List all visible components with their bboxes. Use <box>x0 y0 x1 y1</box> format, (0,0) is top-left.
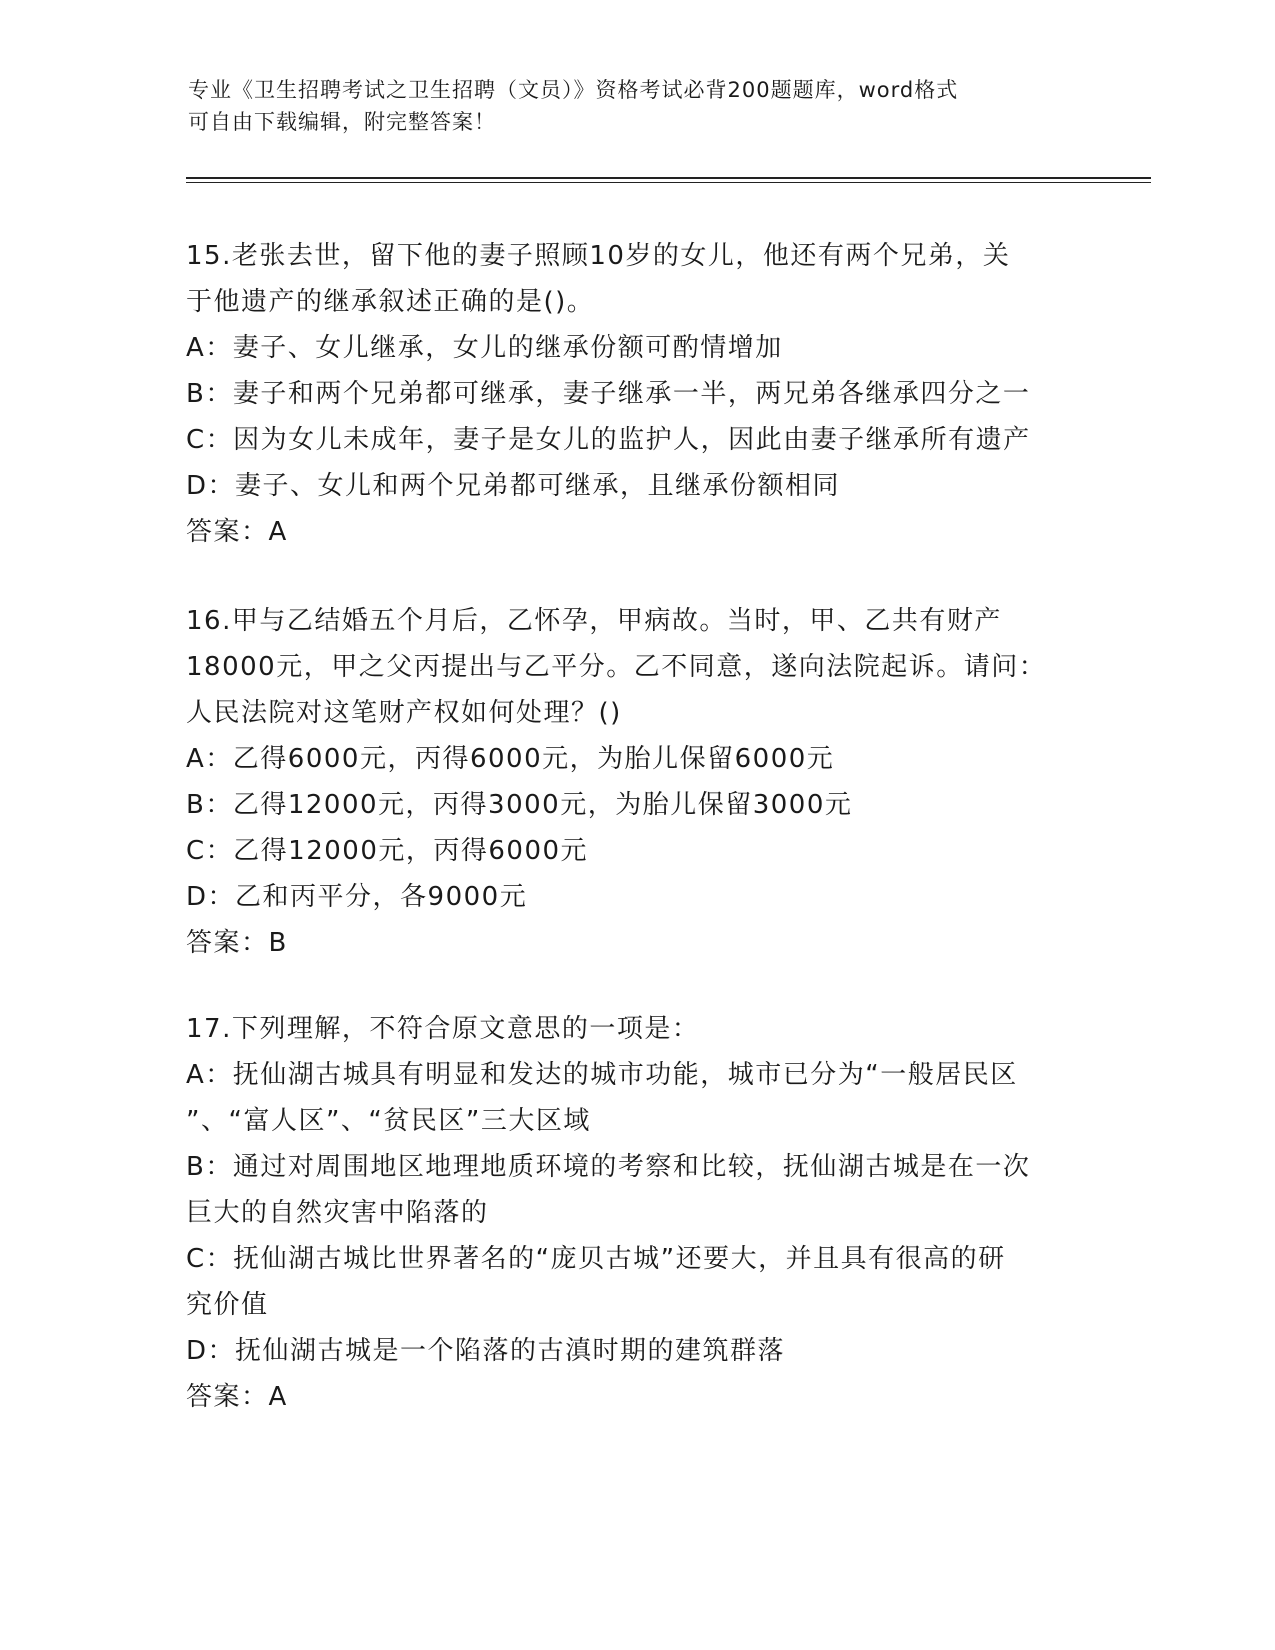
option-a: A：抚仙湖古城具有明显和发达的城市功能，城市已分为“一般居民区 <box>186 1060 1018 1090</box>
option-b: B：妻子和两个兄弟都可继承，妻子继承一半，两兄弟各继承四分之一 <box>186 379 1031 409</box>
header-line-1: 专业《卫生招聘考试之卫生招聘（文员）》资格考试必背200题题库，word格式 <box>188 78 959 102</box>
question-stem-line: 人民法院对这笔财产权如何处理？() <box>186 698 622 728</box>
answer-label: 答案：A <box>186 1382 288 1412</box>
question-stem-line: 17.下列理解，不符合原文意思的一项是： <box>186 1014 700 1044</box>
option-a: A：乙得6000元，丙得6000元，为胎儿保留6000元 <box>186 744 835 774</box>
option-b: B：乙得12000元，丙得3000元，为胎儿保留3000元 <box>186 790 853 820</box>
question-17 <box>186 1006 1086 1420</box>
question-stem-line: 15.老张去世，留下他的妻子照顾10岁的女儿，他还有两个兄弟，关 <box>186 241 1011 271</box>
option-a-continued: ”、“富人区”、“贫民区”三大区域 <box>186 1106 591 1136</box>
option-d: D：乙和丙平分，各9000元 <box>186 882 528 912</box>
question-stem-line: 18000元，甲之父丙提出与乙平分。乙不同意，遂向法院起诉。请问： <box>186 652 1047 682</box>
option-d: D：妻子、女儿和两个兄弟都可继承，且继承份额相同 <box>186 471 841 501</box>
option-c: C：抚仙湖古城比世界著名的“庞贝古城”还要大，并且具有很高的研 <box>186 1244 1006 1274</box>
question-stem-line: 于他遗产的继承叙述正确的是()。 <box>186 287 595 317</box>
option-a: A：妻子、女儿继承，女儿的继承份额可酌情增加 <box>186 333 783 363</box>
header-divider-thin <box>186 182 1151 183</box>
question-stem-line: 16.甲与乙结婚五个月后，乙怀孕，甲病故。当时，甲、乙共有财产 <box>186 606 1002 636</box>
option-b: B：通过对周围地区地理地质环境的考察和比较，抚仙湖古城是在一次 <box>186 1152 1031 1182</box>
option-c: C：乙得12000元，丙得6000元 <box>186 836 589 866</box>
answer-label: 答案：A <box>186 517 288 547</box>
question-15 <box>186 233 1086 555</box>
question-16 <box>186 598 1086 966</box>
option-c: C：因为女儿未成年，妻子是女儿的监护人，因此由妻子继承所有遗产 <box>186 425 1031 455</box>
answer-label: 答案：B <box>186 928 288 958</box>
option-b-continued: 巨大的自然灾害中陷落的 <box>186 1198 489 1228</box>
option-c-continued: 究价值 <box>186 1290 269 1320</box>
option-d: D：抚仙湖古城是一个陷落的古滇时期的建筑群落 <box>186 1336 786 1366</box>
header-line-2: 可自由下载编辑，附完整答案！ <box>188 110 496 134</box>
header-divider-thick <box>186 177 1151 179</box>
document-header <box>188 74 1068 138</box>
